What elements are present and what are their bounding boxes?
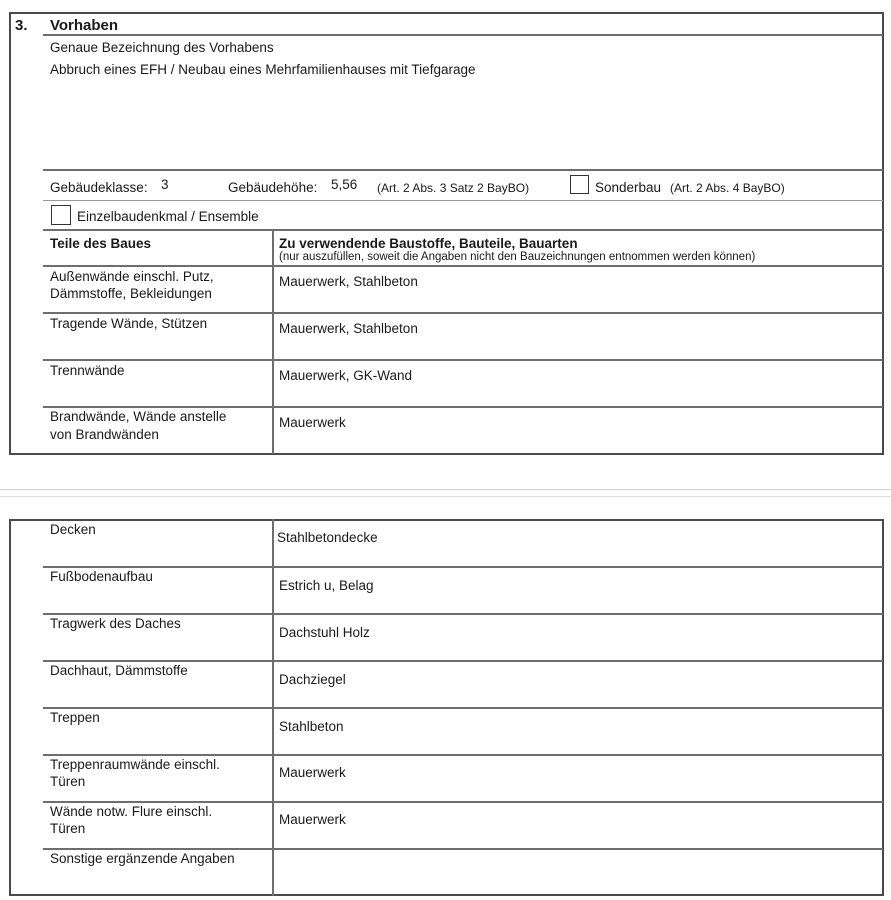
row-value[interactable]: Mauerwerk, GK-Wand xyxy=(279,368,413,383)
row-value[interactable]: Estrich u, Belag xyxy=(279,578,374,593)
row-part-line2: Dämmstoffe, Bekleidungen xyxy=(50,286,212,301)
monument-label: Einzelbaudenkmal / Ensemble xyxy=(77,209,259,224)
building-height-value[interactable]: 5,56 xyxy=(331,177,358,192)
row-divider xyxy=(43,359,883,361)
row-part: Fußbodenaufbau xyxy=(50,569,153,584)
table-header-divider xyxy=(43,265,883,267)
row-value[interactable]: Mauerwerk xyxy=(279,812,346,827)
building-class-value[interactable]: 3 xyxy=(161,177,169,192)
page-separator-bottom xyxy=(0,496,891,497)
col-header-parts: Teile des Baues xyxy=(50,236,152,251)
col-header-materials-note: (nur auszufüllen, soweit die Angaben nicht den Bauzeichnungen entnommen werden können) xyxy=(279,251,756,263)
special-building-label: Sonderbau xyxy=(595,180,662,195)
row-divider xyxy=(43,566,883,568)
row-part: Sonstige ergänzende Angaben xyxy=(50,851,235,866)
description-label: Genaue Bezeichnung des Vorhabens xyxy=(50,40,274,55)
row-divider xyxy=(43,707,883,709)
description-divider xyxy=(43,169,883,171)
building-height-note: (Art. 2 Abs. 3 Satz 2 BayBO) xyxy=(377,181,530,195)
building-class-label: Gebäudeklasse: xyxy=(50,180,148,195)
building-row-divider xyxy=(43,200,883,201)
table-column-divider xyxy=(272,229,274,454)
row-part: Außenwände einschl. Putz, xyxy=(50,269,214,284)
monument-checkbox[interactable] xyxy=(51,205,71,225)
row-part: Tragwerk des Daches xyxy=(50,616,181,631)
section-3-box xyxy=(9,12,884,455)
section-title-underline xyxy=(43,34,883,36)
row-value[interactable]: Stahlbeton xyxy=(279,719,344,734)
building-height-label: Gebäudehöhe: xyxy=(228,180,318,195)
page-separator-top xyxy=(0,489,891,490)
section-number: 3. xyxy=(15,17,28,34)
special-building-note: (Art. 2 Abs. 4 BayBO) xyxy=(670,181,785,195)
special-building-checkbox[interactable] xyxy=(570,175,589,194)
row-part: Treppen xyxy=(50,710,100,725)
row-part: Brandwände, Wände anstelle xyxy=(50,409,227,424)
row-value[interactable]: Dachziegel xyxy=(279,672,346,687)
section-title: Vorhaben xyxy=(50,17,119,34)
row-part: Tragende Wände, Stützen xyxy=(50,316,208,331)
row-part: Wände notw. Flure einschl. xyxy=(50,804,213,819)
table-top-line xyxy=(43,229,883,231)
col-header-materials: Zu verwendende Baustoffe, Bauteile, Bauarten xyxy=(279,236,578,251)
row-part: Decken xyxy=(50,522,96,537)
row-part-line2: Türen xyxy=(50,774,86,789)
row-part: Trennwände xyxy=(50,363,125,378)
row-part-line2: von Brandwänden xyxy=(50,427,159,442)
row-value[interactable]: Mauerwerk xyxy=(279,765,346,780)
row-value[interactable]: Stahlbetondecke xyxy=(277,530,378,545)
row-part: Dachhaut, Dämmstoffe xyxy=(50,663,188,678)
description-value[interactable]: Abbruch eines EFH / Neubau eines Mehrfamilienhauses mit Tiefgarage xyxy=(50,62,476,77)
row-value[interactable]: Dachstuhl Holz xyxy=(279,625,370,640)
row-divider xyxy=(43,312,883,314)
row-part-line2: Türen xyxy=(50,821,86,836)
row-value[interactable]: Mauerwerk, Stahlbeton xyxy=(279,321,418,336)
row-value[interactable]: Mauerwerk, Stahlbeton xyxy=(279,274,418,289)
row-part: Treppenraumwände einschl. xyxy=(50,757,220,772)
row-value[interactable]: Mauerwerk xyxy=(279,415,346,430)
